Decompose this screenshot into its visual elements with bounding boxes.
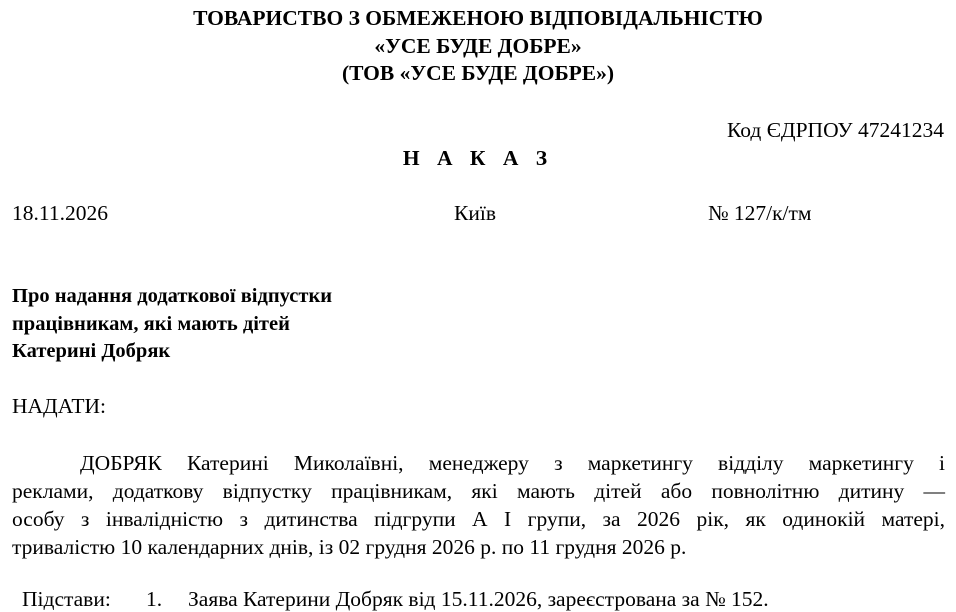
basis-item-text: Заява Катерини Добряк від 15.11.2026, зареєстрована за № 152. — [188, 587, 769, 611]
document-title: Н А К А З — [402, 146, 554, 170]
basis-item-number: 1. — [146, 587, 163, 611]
order-number: № 127/к/тм — [708, 201, 812, 225]
order-body — [12, 449, 945, 561]
subject-line-1: Про надання додаткової відпустки — [12, 285, 333, 307]
org-name-line-2: «УСЕ БУДЕ ДОБРЕ» — [374, 34, 582, 58]
subject-line-3: Катерині Добряк — [12, 340, 171, 362]
body-line-4: тривалістю 10 календарних днів, із 02 грудня 2026 р. по 11 грудня 2026 р. — [12, 535, 687, 559]
body-line-1: ДОБРЯК Катерині Миколаївні, менеджеру з маркетингу відділу маркетингу і — [80, 451, 945, 475]
basis-label: Підстави: — [22, 587, 111, 611]
body-line-3: особу з інвалідністю з дитинства підгрупи А І групи, за 2026 рік, як одинокій матері, — [12, 507, 945, 531]
body-line-2: реклами, додаткову відпустку працівникам, які мають дітей або повнолітню дитину — — [12, 479, 945, 503]
org-name-line-1: ТОВАРИСТВО З ОБМЕЖЕНОЮ ВІДПОВІДАЛЬНІСТЮ — [193, 6, 763, 30]
org-short-name: (ТОВ «УСЕ БУДЕ ДОБРЕ») — [341, 61, 615, 85]
subject-line-2: працівникам, які мають дітей — [12, 313, 290, 335]
order-date: 18.11.2026 — [12, 201, 108, 225]
order-verb: НАДАТИ: — [12, 394, 106, 418]
edrpou-code: Код ЄДРПОУ 47241234 — [727, 118, 944, 142]
order-city: Київ — [454, 201, 496, 225]
